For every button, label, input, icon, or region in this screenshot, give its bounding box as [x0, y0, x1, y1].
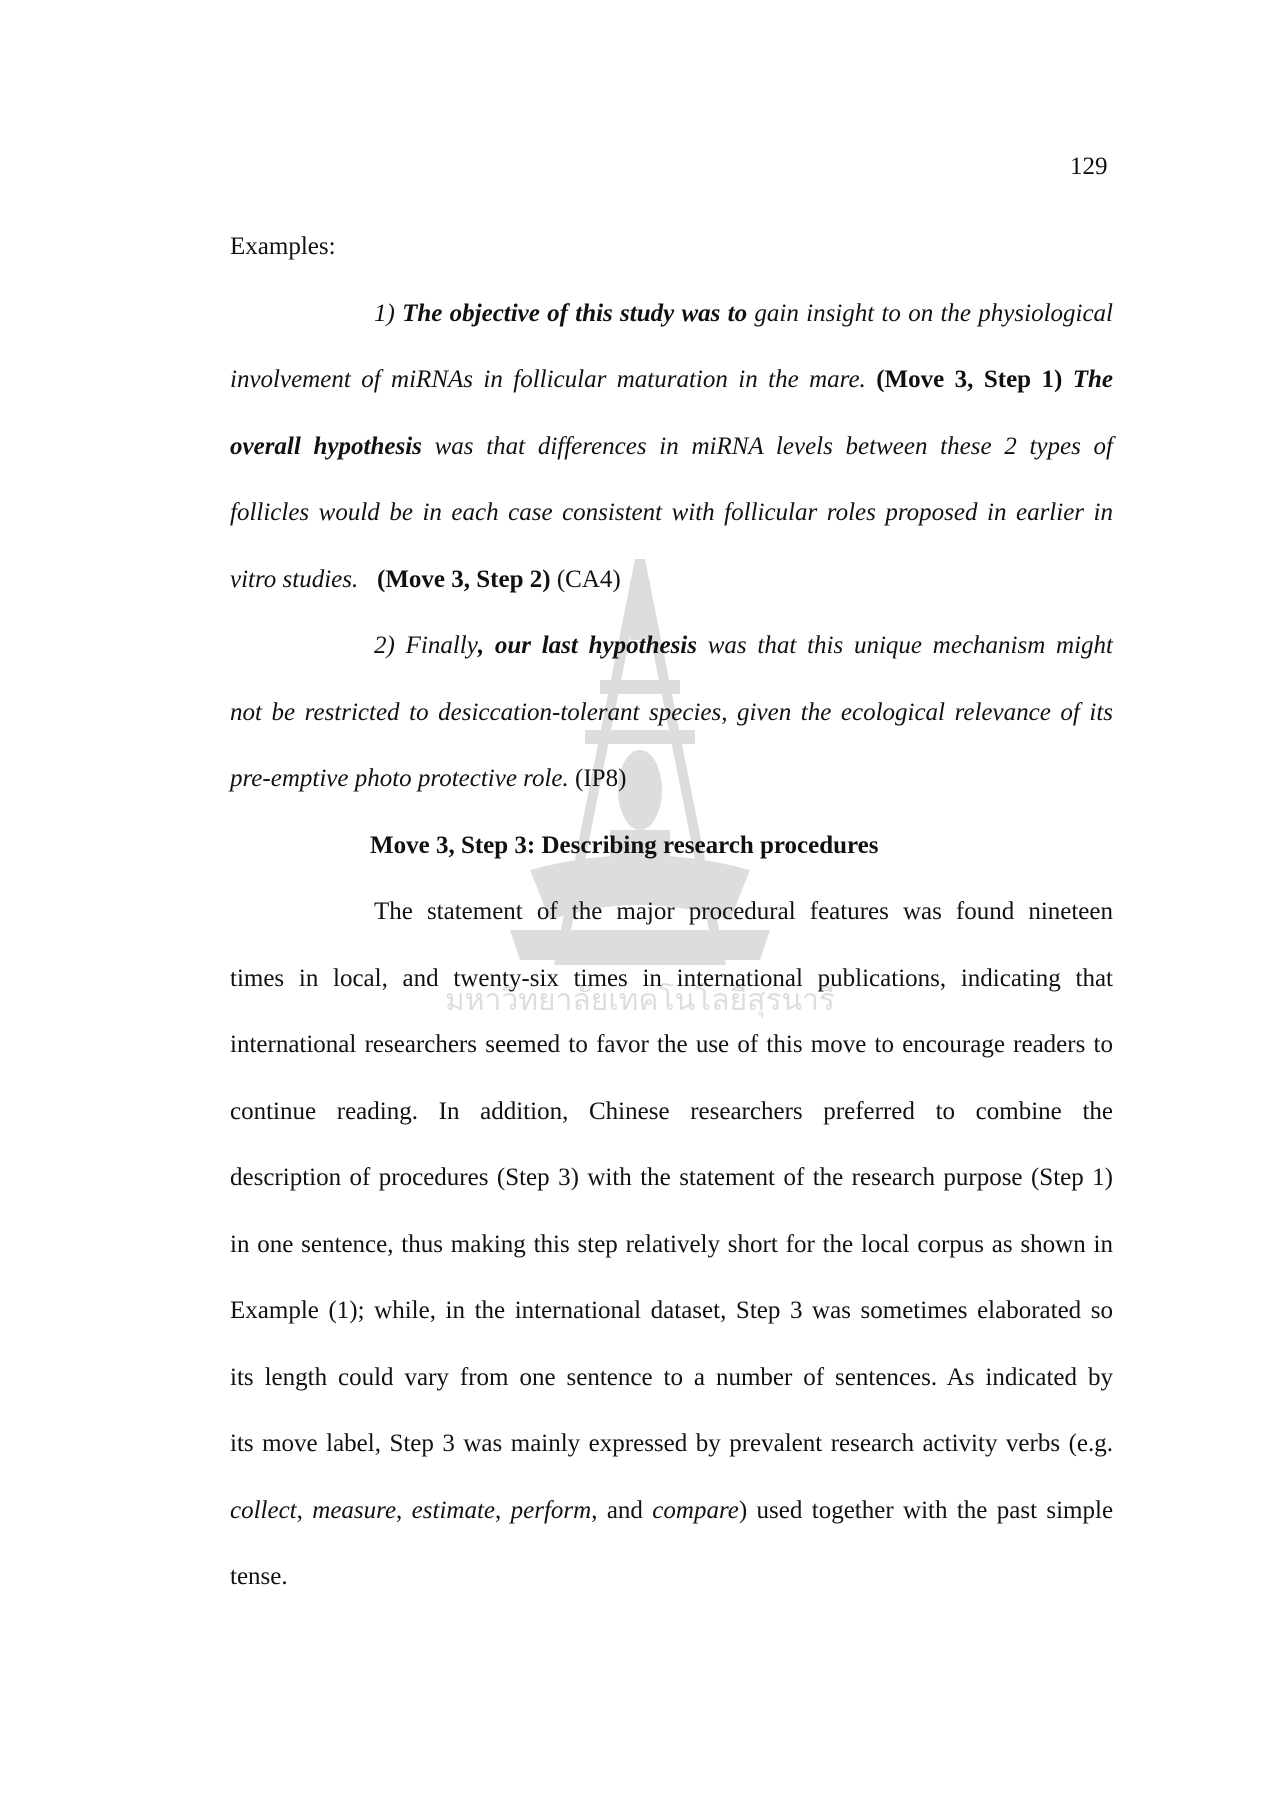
example-2-line-3: pre-emptive photo protective role. (IP8)	[230, 765, 627, 792]
watermark-text: มหาวิทยาลัยเทคโนโลยีสุรนารี	[444, 983, 836, 1018]
paragraph-line-11: tense.	[230, 1563, 288, 1590]
move-tag: (Move 3, Step 2)	[377, 566, 551, 593]
page-number: 129	[1070, 153, 1108, 180]
paragraph-line-5: description of procedures (Step 3) with the statement of the research purpose (Step 1)	[230, 1164, 1113, 1191]
paragraph-line-6: in one sentence, thus making this step relatively short for the local corpus as shown in	[230, 1231, 1113, 1258]
example-1-line-1: 1) The objective of this study was to gain insight to on the physiological	[374, 300, 1113, 327]
paragraph-line-9: its move label, Step 3 was mainly expressed by prevalent research activity verbs (e.g.	[230, 1430, 1113, 1457]
example-1-line-5: vitro studies. (Move 3, Step 2) (CA4)	[230, 566, 621, 593]
source-code: (CA4)	[550, 566, 621, 593]
examples-label: Examples:	[230, 233, 336, 260]
move-tag: (Move 3, Step 1)	[876, 366, 1063, 393]
paragraph-line-1: The statement of the major procedural features was found nineteen	[374, 898, 1113, 925]
paragraph-line-4: continue reading. In addition, Chinese researchers preferred to combine the	[230, 1098, 1113, 1125]
paragraph-line-3: international researchers seemed to favor the use of this move to encourage readers to	[230, 1031, 1113, 1058]
source-code: (IP8)	[568, 765, 627, 792]
paragraph-line-7: Example (1); while, in the international dataset, Step 3 was sometimes elaborated so	[230, 1297, 1113, 1324]
paragraph-line-2: times in local, and twenty-six times in international publications, indicating that	[230, 965, 1113, 992]
example-1-line-2: involvement of miRNAs in follicular maturation in the mare. (Move 3, Step 1) The	[230, 366, 1114, 393]
paragraph-line-8: its length could vary from one sentence to a number of sentences. As indicated by	[230, 1364, 1113, 1391]
example-1-line-3: overall hypothesis was that differences in miRNA levels between these 2 types of	[230, 433, 1113, 460]
example-2-line-2: not be restricted to desiccation-tolerant species, given the ecological relevance of its	[230, 699, 1113, 726]
section-heading: Move 3, Step 3: Describing research procedures	[370, 832, 879, 859]
example-2-line-1: 2) Finally, our last hypothesis was that this unique mechanism might	[374, 632, 1113, 659]
example-1-line-4: follicles would be in each case consistent with follicular roles proposed in earlier in	[230, 499, 1113, 526]
paragraph-line-10: collect, measure, estimate, perform, and compare) used together with the past simple	[230, 1497, 1114, 1524]
